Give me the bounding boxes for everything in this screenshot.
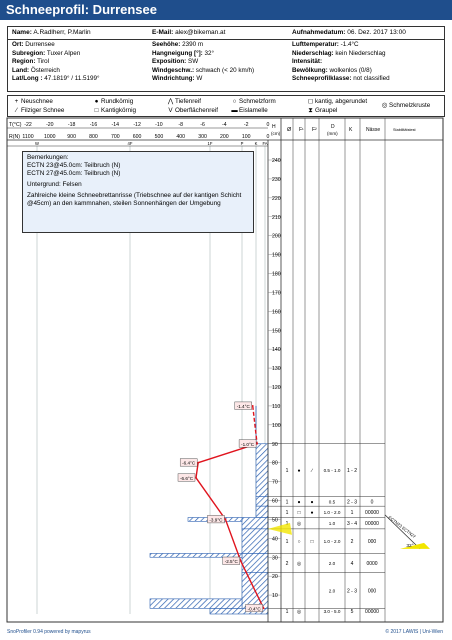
info-value: 32°	[204, 49, 215, 57]
square-dot-icon: ◻	[307, 98, 314, 105]
legend-label: Schmelzform	[239, 98, 276, 105]
slash-icon: ∕	[15, 107, 18, 114]
temperature-point	[263, 607, 265, 609]
layer-cell: 00000	[365, 509, 379, 516]
h-tick-label: 140	[272, 347, 281, 354]
remarks-text: Zahlreiche kleine Schneebrettanrisse (Triebschnee auf der kantigen Schicht @45cm) an den kammnahen, steilen Sonnenhängen der Umgebung	[27, 191, 242, 208]
info-label: Ort:	[12, 41, 24, 48]
hardness-tick-label: W	[35, 141, 39, 146]
weak-layer-marker	[268, 523, 292, 535]
hardness-layer	[256, 444, 268, 497]
r-tick-label: 800	[89, 134, 98, 140]
hardness-layer	[256, 506, 268, 517]
layer-cell: 1	[285, 468, 289, 475]
layer-cell: 5	[350, 609, 354, 616]
r-tick-label: 0	[266, 134, 270, 140]
open-circle-icon: ○	[232, 98, 237, 105]
name-label: Name:	[12, 29, 32, 36]
legend-label: Schmelzkruste	[389, 102, 431, 109]
layer-cell: 1.0	[328, 521, 336, 527]
temperature-label: -0.4°C	[247, 606, 261, 612]
temperature-label: -1.4°C	[236, 403, 250, 409]
n-col-label: Nässe	[366, 127, 381, 133]
stability-marker	[268, 515, 430, 549]
layer-cell: 2	[285, 560, 289, 567]
hardness-tick-label: 4F	[127, 141, 133, 146]
layer-cell: 0.5	[328, 499, 336, 505]
h-tick-label: 230	[272, 176, 281, 183]
layer-cell: □	[310, 539, 314, 546]
h-tick-label: 240	[272, 158, 281, 164]
temperature-label: -2.5°C	[224, 559, 238, 565]
layer-cell: 3 - 4	[346, 521, 358, 528]
h-tick-label: 210	[272, 214, 281, 221]
square-icon: □	[94, 107, 99, 114]
t-tick-label: -16	[89, 122, 98, 128]
info-label: Region:	[12, 58, 36, 66]
layer-cell: ◎	[296, 609, 302, 616]
layer-cell: 1	[285, 609, 289, 616]
legend-label: kantig, abgerundet	[315, 98, 368, 105]
layer-cell: ◎	[296, 560, 302, 567]
temperature-point	[256, 443, 258, 445]
info-label: Windrichtung:	[152, 75, 195, 83]
h-tick-label: 10	[272, 593, 278, 600]
hardness-layer	[256, 497, 268, 506]
layer-cell: 000	[367, 588, 377, 595]
r-tick-label: 700	[110, 134, 120, 140]
t-tick-label: -12	[133, 122, 141, 128]
remarks-line: ECTN 23@45.0cm: Teilbruch (N)	[27, 162, 121, 170]
h-tick-label: 130	[272, 366, 281, 373]
hardness-layer	[242, 553, 268, 572]
layer-cell: 00000	[365, 609, 379, 616]
layer-cell: ●	[297, 499, 301, 506]
info-value: Tirol	[37, 58, 50, 66]
t-tick-label: -22	[24, 122, 32, 128]
t-tick-label: -10	[155, 122, 163, 128]
melt-crust-icon: ◎	[381, 102, 388, 109]
info-col-terrain	[152, 41, 254, 84]
layer-cell: 1.0 - 2.0	[323, 539, 341, 545]
plus-icon: +	[14, 98, 19, 105]
h-tick-label: 170	[272, 290, 281, 297]
temperature-label: -1.0°C	[241, 441, 255, 447]
r-tick-label: 300	[198, 134, 207, 140]
layer-cell: ●	[297, 468, 301, 475]
h-tick-label: 100	[272, 422, 281, 429]
info-label: Windgeschw.:	[152, 66, 195, 74]
observer-name: A.Radlherr, P.Marlin	[33, 29, 91, 36]
layer-cell: ●	[310, 499, 314, 506]
info-panel	[7, 26, 445, 92]
h-tick-label: 20	[272, 574, 278, 581]
info-value: 47.1819° / 11.5199°	[44, 75, 100, 83]
f2-col-label: F²	[312, 127, 317, 133]
legend-label: Filziger Schnee	[21, 107, 65, 114]
info-label: Subregion:	[12, 49, 46, 57]
r-tick-label: 400	[176, 134, 186, 140]
hardness-profile	[150, 403, 268, 614]
h-tick-label: 30	[272, 555, 278, 562]
r-tick-label: 900	[67, 134, 76, 140]
v-icon: V	[168, 107, 173, 114]
info-value: W	[196, 75, 203, 83]
info-value: Tuxer Alpen	[46, 49, 81, 57]
d-col-unit: (mm)	[327, 131, 338, 136]
temperature-label: -6.4°C	[182, 460, 196, 466]
legend-label: Rundkörnig	[101, 98, 134, 105]
layer-cell: 1	[285, 539, 289, 546]
header-row	[8, 27, 444, 40]
layer-cell: 2 - 3	[346, 588, 358, 595]
info-value: Durrensee	[25, 41, 55, 48]
temperature-point	[197, 462, 199, 464]
t-ticks	[24, 122, 269, 128]
info-value: kein Niederschlag	[335, 49, 386, 57]
info-col-weather	[292, 41, 390, 84]
info-value: 2390 m	[182, 41, 204, 48]
h-tick-label: 60	[272, 498, 278, 505]
temperature-point	[195, 477, 197, 479]
t-tick-label: -8	[178, 122, 184, 128]
filled-circle-icon: ●	[94, 98, 99, 105]
r-tick-label: 100	[241, 134, 251, 140]
temperature-label: -3.9°C	[209, 517, 223, 523]
date-value: 06. Dez. 2017 13:00	[347, 29, 406, 36]
info-value: SW	[188, 58, 199, 66]
temperature-point	[240, 560, 242, 562]
layer-cell: ●	[310, 509, 314, 516]
t-tick-label: 0	[266, 122, 270, 128]
h-tick-label: 80	[272, 460, 278, 467]
legend-label: Eislamelle	[239, 107, 268, 114]
t-tick-label: -20	[46, 122, 54, 128]
info-value: -1.4°C	[340, 41, 359, 48]
email-label: E-Mail:	[152, 29, 174, 36]
info-value: Österreich	[30, 66, 60, 74]
layer-cell: 1	[350, 509, 354, 516]
layer-cell: □	[297, 509, 301, 516]
t-axis-label: T(°C)	[9, 122, 22, 128]
legend-label: Neuschnee	[21, 98, 53, 105]
remarks-title: Bemerkungen:	[27, 154, 69, 161]
h-tick-label: 40	[272, 536, 278, 543]
r-tick-label: 600	[132, 134, 142, 140]
footer-left: SnoProfiler 0.94 powered by mapyrus	[7, 629, 91, 635]
stab-col-label: Stabilitätstest	[393, 128, 416, 132]
h-tick-label: 50	[272, 517, 278, 524]
info-label: Exposition:	[152, 58, 187, 66]
info-label: Lufttemperatur:	[292, 41, 339, 48]
t-tick-label: -2	[243, 122, 249, 128]
bar-icon: ▬	[231, 107, 238, 114]
layer-cell: 2.0	[328, 588, 336, 594]
h-tick-label: 180	[272, 271, 281, 278]
r-tick-label: 1100	[22, 134, 34, 140]
graupel-icon: ⧗	[308, 107, 313, 114]
hardness-tick-label: P	[240, 141, 244, 146]
h-tick-label: 150	[272, 328, 281, 335]
footer-right: © 2017 LAWIS | Uni-Wien	[385, 629, 443, 635]
slope-angle-label: 32°	[406, 543, 414, 549]
legend-label: Graupel	[315, 107, 338, 114]
layer-cell: 1 - 2	[346, 468, 358, 475]
temperature-point	[252, 405, 254, 407]
layer-cell: ○	[297, 539, 301, 546]
h-tick-label: 160	[272, 309, 281, 316]
r-tick-label: 1000	[44, 134, 56, 140]
title-bar	[0, 0, 452, 20]
legend	[7, 95, 445, 117]
f1-col-label: F¹	[299, 127, 304, 133]
legend-label: Oberflächenreif	[175, 107, 219, 114]
t-tick-label: -18	[67, 122, 76, 128]
stability-test-label: ECTN23 ECTN27	[387, 514, 417, 540]
caret-icon: ⋀	[167, 98, 174, 105]
layer-cell: 1	[285, 509, 289, 516]
h-col-unit: (cm)	[271, 131, 281, 136]
r-tick-label: 500	[154, 134, 164, 140]
info-label: Land:	[12, 66, 30, 74]
hardness-tick-label: 1F	[207, 141, 213, 146]
info-label: Intensität:	[292, 58, 323, 66]
layer-cell: 4	[350, 560, 354, 567]
layer-cell: 0.5 - 1.0	[323, 468, 341, 474]
temperature-line	[253, 406, 257, 444]
hardness-layer	[150, 599, 242, 608]
legend-label: Tiefenreif	[175, 98, 202, 105]
info-label: Lat/Long :	[12, 75, 43, 83]
hardness-tick-label: FA	[262, 141, 268, 146]
phi-col-label: Ø	[287, 127, 292, 133]
h-tick-label: 110	[272, 403, 281, 410]
h-tick-label: 120	[272, 385, 281, 391]
page-title: Schneeprofil: Durrensee	[6, 2, 157, 17]
temperature-label: -6.6°C	[179, 475, 194, 481]
layer-cell: 2	[350, 539, 354, 546]
layer-cell: ∕	[311, 468, 313, 475]
t-tick-label: -4	[222, 122, 227, 128]
info-label: Schneeprofilklasse:	[292, 75, 352, 83]
info-label: Seehöhe:	[152, 41, 181, 48]
date-label: Aufnahmedatum:	[292, 29, 346, 36]
layer-cell: 2 - 3	[346, 499, 358, 506]
k-col-label: K	[349, 127, 353, 133]
r-tick-label: 200	[220, 134, 229, 140]
info-col-location	[12, 41, 100, 84]
h-tick-label: 190	[272, 252, 281, 259]
info-value: not classified	[353, 75, 390, 83]
hardness-layer	[150, 553, 242, 557]
layer-cell: 000	[367, 539, 377, 546]
info-value: schwach (< 20 km/h)	[195, 66, 255, 74]
layer-cell: 3.0 - 5.0	[323, 609, 341, 615]
layer-cell: 0	[370, 499, 374, 506]
layer-cell: 0000	[366, 560, 378, 567]
t-tick-label: -14	[111, 122, 120, 128]
info-value: wolkenlos (0/8)	[329, 66, 372, 74]
underground-text: Untergrund: Felsen	[27, 180, 82, 188]
info-label: Bewölkung:	[292, 66, 328, 74]
hardness-layer	[242, 529, 268, 554]
h-col-label: H	[272, 124, 276, 130]
h-axis	[268, 118, 281, 622]
h-tick-label: 70	[272, 479, 278, 486]
layer-cell: 1.0 - 2.0	[323, 509, 341, 515]
email-value: alex@bikeman.at	[175, 29, 226, 36]
r-ticks	[22, 134, 269, 140]
hardness-tick-label: K	[254, 141, 258, 146]
h-tick-label: 90	[272, 441, 278, 448]
layer-cell: 00000	[365, 521, 379, 528]
hardness-ticks	[35, 141, 268, 146]
h-tick-label: 200	[272, 233, 281, 240]
info-label: Hangneigung [°]:	[152, 49, 203, 57]
temperature-point	[225, 519, 227, 521]
info-label: Niederschlag:	[292, 49, 334, 57]
r-axis-label: R(N)	[9, 134, 20, 140]
legend-label: Kantigkörnig	[101, 107, 137, 114]
layer-cell: 2.0	[328, 560, 336, 566]
layer-cell: 1	[285, 499, 289, 506]
remarks-box	[22, 151, 254, 233]
h-tick-label: 220	[272, 195, 281, 202]
remarks-line: ECTN 27@45.0cm: Teilbruch (N)	[27, 170, 121, 178]
d-col-label: D	[331, 124, 335, 130]
t-tick-label: -6	[200, 122, 205, 128]
hardness-layer	[242, 518, 268, 529]
layer-cell: ◎	[296, 521, 302, 528]
